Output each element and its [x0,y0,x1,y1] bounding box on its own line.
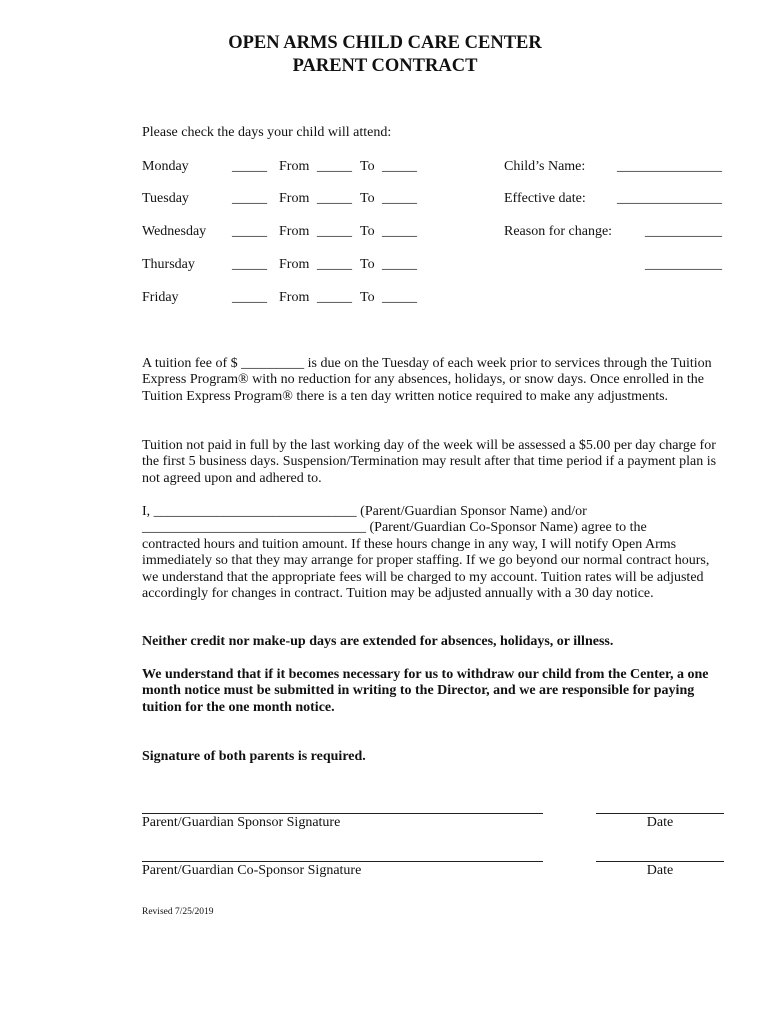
to-time-blank[interactable]: _____ [382,290,417,305]
to-time-blank[interactable]: _____ [382,224,417,239]
agreement-text: contracted hours and tuition amount. If these hours change in any way, I will notify Open Arms immediately so that they may arrange for proper staffing. If we go beyond our normal contract hours, we understand that the appropriate fees will be charged to my account. Tuition rates will be adjusted accordingly for changes in contract. Tuition may be adjusted annually with a 30 day notice. [142,536,710,602]
reason-for-change-label: Reason for change: [504,224,613,239]
schedule-row-tuesday [142,191,742,211]
contract-title: PARENT CONTRACT [292,56,478,76]
signature-required-notice: Signature of both parents is required. [142,749,366,764]
sponsor-date-line[interactable] [596,813,724,814]
cosponsor-name-line[interactable]: ________________________________ (Parent/Guardian Co-Sponsor Name) agree to the [142,520,647,536]
to-time-blank[interactable]: _____ [382,257,417,272]
effective-date-label: Effective date: [504,191,586,206]
agreement-paragraph [142,504,725,602]
sponsor-signature-label: Parent/Guardian Sponsor Signature [142,815,341,830]
revision-date: Revised 7/25/2019 [142,907,214,917]
child-name-label: Child’s Name: [504,159,586,174]
day-label: Monday [142,159,189,174]
sponsor-name-line[interactable]: I, _____________________________ (Parent/Guardian Sponsor Name) and/or [142,504,587,519]
reason-for-change-extra-field[interactable]: ___________ [645,257,722,272]
from-label: From [279,191,310,206]
schedule-row-monday [142,159,742,179]
to-time-blank[interactable]: _____ [382,191,417,206]
to-label: To [360,290,375,305]
withdrawal-notice: We understand that if it becomes necessary for us to withdraw our child from the Center, a one month notice must be submitted in writing to the Director, and we are responsible for paying tuition for the one month notice. [142,667,709,715]
day-check-blank[interactable]: _____ [232,191,267,206]
cosponsor-signature-label: Parent/Guardian Co-Sponsor Signature [142,863,362,878]
to-label: To [360,257,375,272]
day-label: Tuesday [142,191,189,206]
from-time-blank[interactable]: _____ [317,257,352,272]
center-title: OPEN ARMS CHILD CARE CENTER [228,33,542,53]
reason-for-change-field[interactable]: ___________ [645,224,722,239]
effective-date-field[interactable]: _______________ [617,191,722,206]
from-time-blank[interactable]: _____ [317,290,352,305]
cosponsor-date-line[interactable] [596,861,724,862]
from-label: From [279,224,310,239]
no-credit-notice: Neither credit nor make-up days are extended for absences, holidays, or illness. [142,634,614,649]
from-time-blank[interactable]: _____ [317,159,352,174]
from-time-blank[interactable]: _____ [317,191,352,206]
day-check-blank[interactable]: _____ [232,290,267,305]
day-label: Wednesday [142,224,207,239]
schedule-row-wednesday [142,224,742,244]
cosponsor-date-label: Date [646,863,674,878]
day-check-blank[interactable]: _____ [232,224,267,239]
sponsor-date-label: Date [646,815,674,830]
to-label: To [360,224,375,239]
day-label: Friday [142,290,179,305]
from-time-blank[interactable]: _____ [317,224,352,239]
child-name-field[interactable]: _______________ [617,159,722,174]
day-check-blank[interactable]: _____ [232,159,267,174]
schedule-intro: Please check the days your child will attend: [142,125,392,140]
sponsor-signature-line[interactable] [142,813,543,814]
tuition-fee-paragraph: A tuition fee of $ _________ is due on the Tuesday of each week prior to services through the Tuition Express Program® with no reduction for any absences, holidays, or snow days. Once enrolled in the Tuition Express Program® there is a ten day written notice required to make any adjustments. [142,356,712,404]
to-label: To [360,191,375,206]
late-payment-paragraph: Tuition not paid in full by the last working day of the week will be assessed a $5.00 per day charge for the first 5 business days. Suspension/Termination may result after that time period if a payment plan is not agreed upon and adhered to. [142,438,717,486]
day-check-blank[interactable]: _____ [232,257,267,272]
from-label: From [279,290,310,305]
to-time-blank[interactable]: _____ [382,159,417,174]
cosponsor-signature-line[interactable] [142,861,543,862]
day-label: Thursday [142,257,195,272]
schedule-row-thursday [142,257,742,277]
from-label: From [279,257,310,272]
schedule-row-friday [142,290,742,310]
to-label: To [360,159,375,174]
from-label: From [279,159,310,174]
